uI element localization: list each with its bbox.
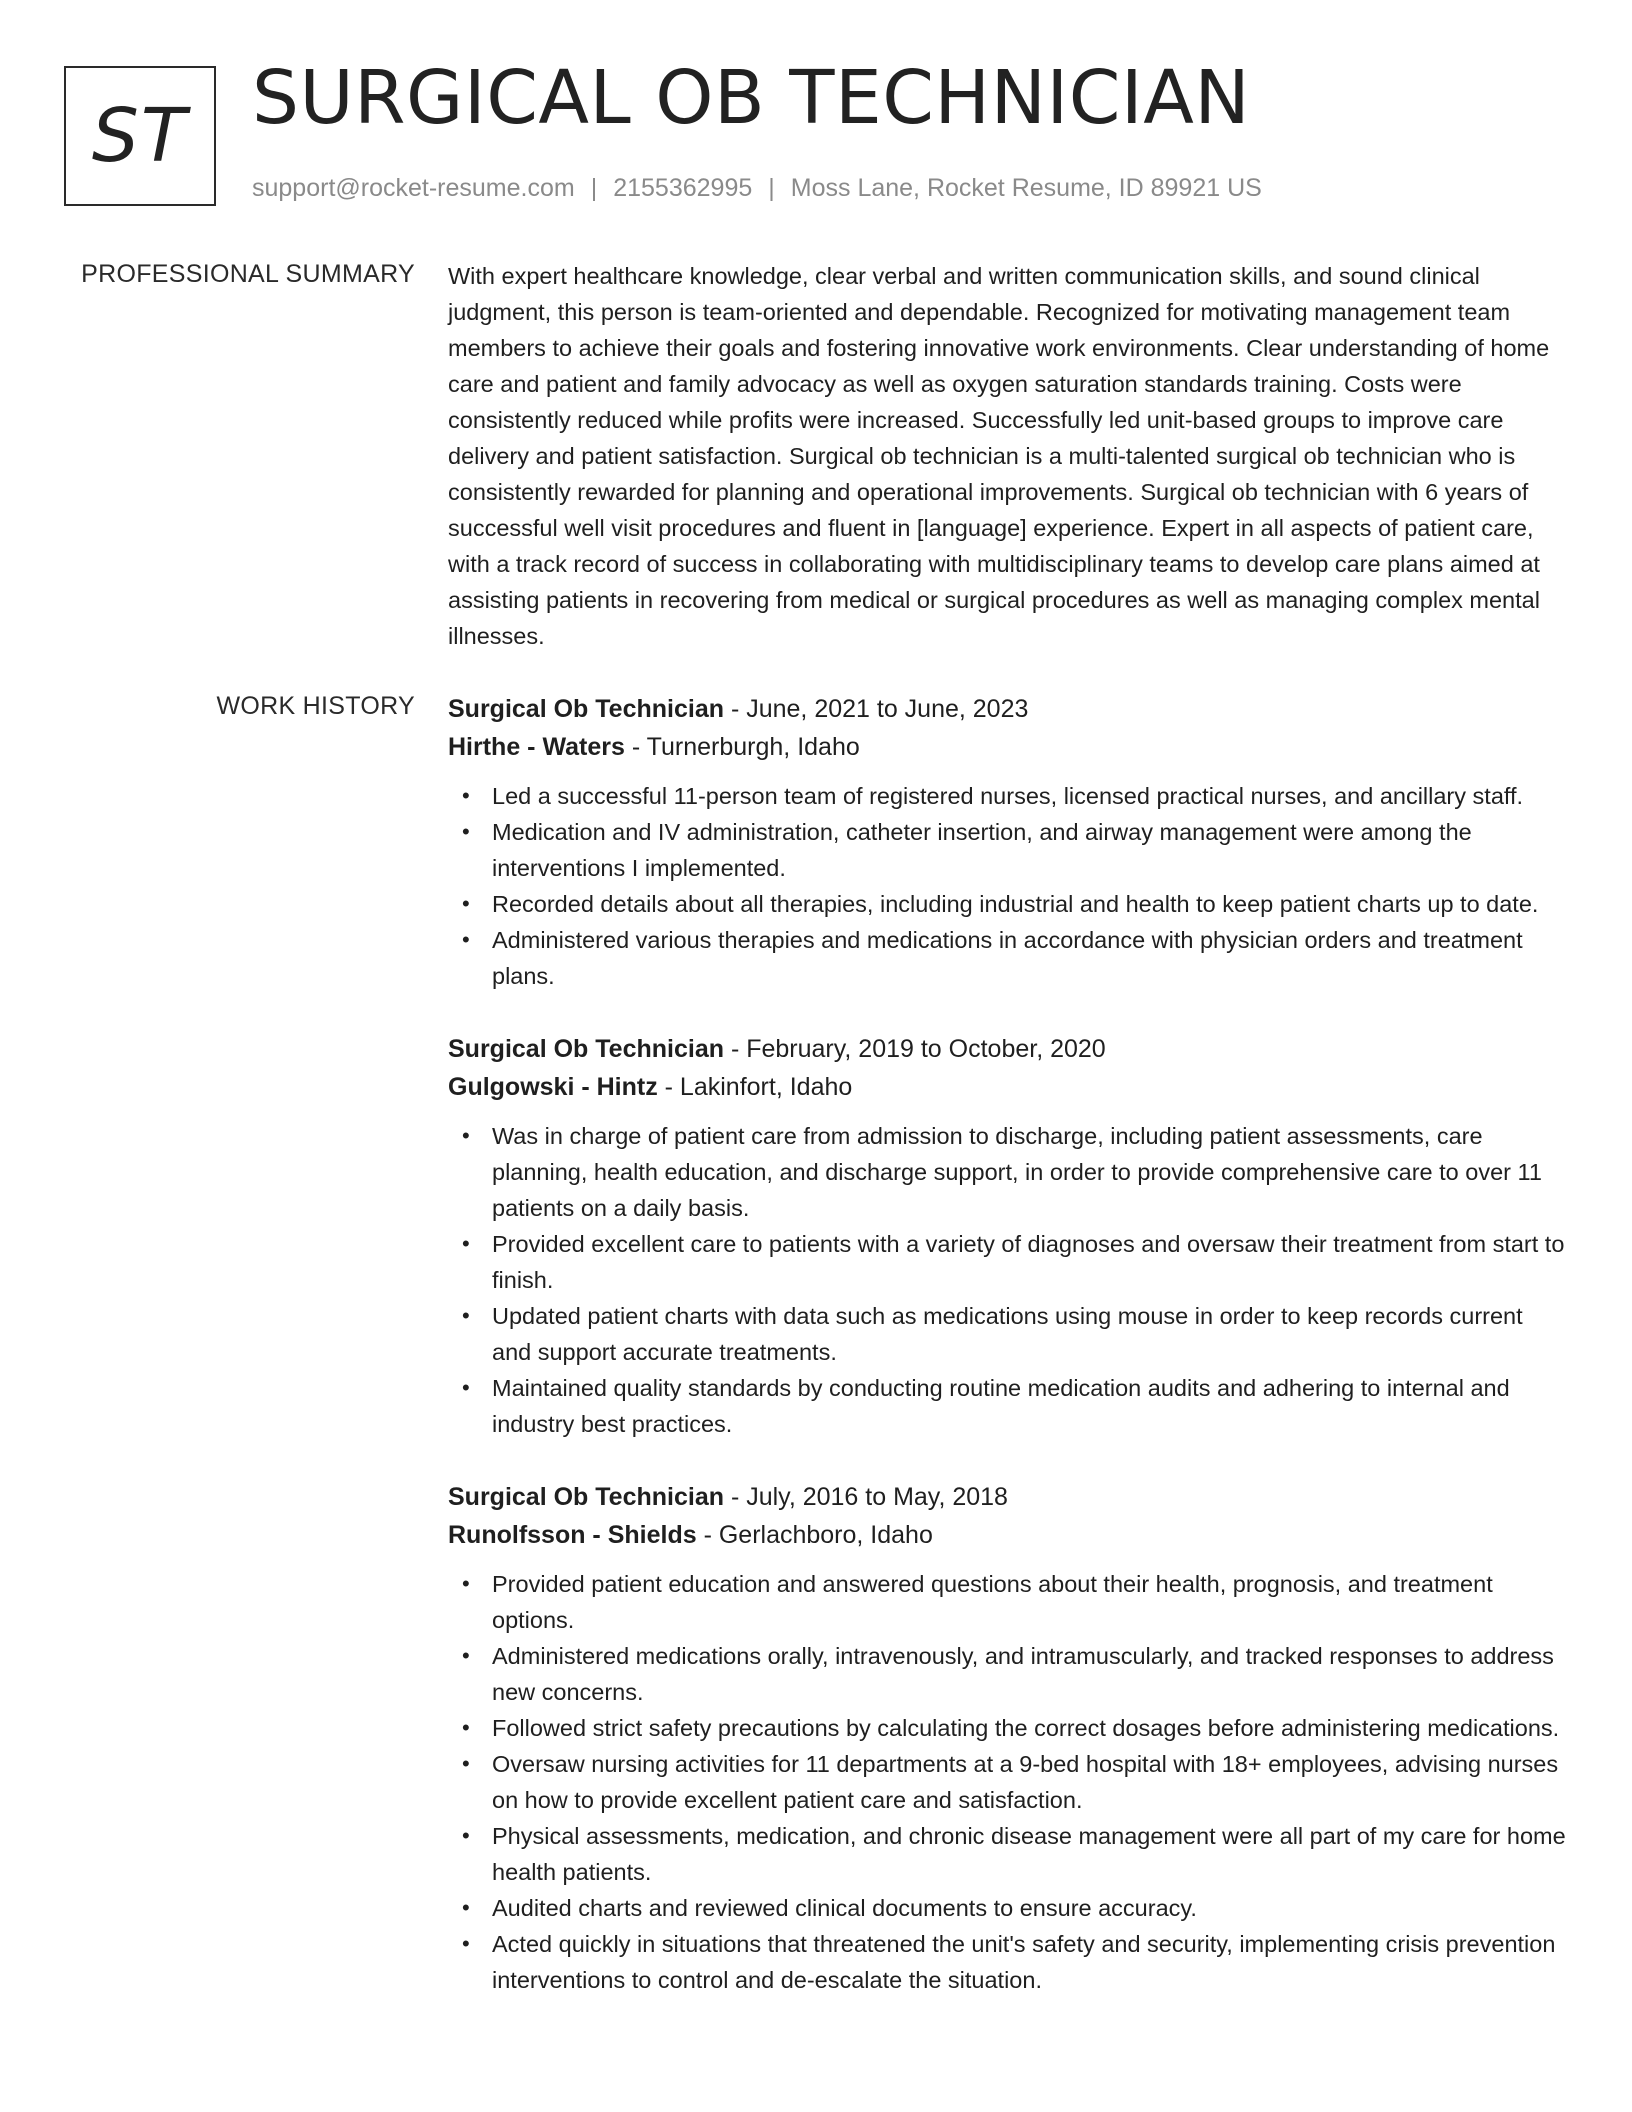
bullet-dot-icon: • <box>462 1571 470 1596</box>
bullet-dot-icon: • <box>462 927 470 952</box>
bullet-dot-icon: • <box>462 1823 470 1848</box>
job-bullet-text: Provided excellent care to patients with a variety of diagnoses and oversaw their treatment from start to finish. <box>492 1231 1565 1293</box>
job-company-line <box>448 1516 1568 1554</box>
bullet-dot-icon: • <box>462 1643 470 1668</box>
job-title: Surgical Ob Technician <box>448 1035 724 1063</box>
bullet-dot-icon: • <box>462 1715 470 1740</box>
job-bullet <box>462 1370 1568 1442</box>
job-dates: - June, 2021 to June, 2023 <box>724 695 1029 723</box>
bullet-dot-icon: • <box>462 1751 470 1776</box>
job-bullet <box>462 1298 1568 1370</box>
bullet-dot-icon: • <box>462 1375 470 1400</box>
job-bullet-text: Audited charts and reviewed clinical documents to ensure accuracy. <box>492 1895 1197 1921</box>
job-bullet <box>462 1890 1568 1926</box>
job-company: Gulgowski - Hintz <box>448 1073 658 1101</box>
job-bullet-text: Led a successful 11-person team of registered nurses, licensed practical nurses, and ancillary staff. <box>492 783 1524 809</box>
section-heading-work: WORK HISTORY <box>216 692 415 720</box>
bullet-dot-icon: • <box>462 783 470 808</box>
job-location: - Turnerburgh, Idaho <box>624 733 860 761</box>
job-dates: - February, 2019 to October, 2020 <box>724 1035 1106 1063</box>
job-bullet <box>462 1710 1568 1746</box>
contact-phone: 2155362995 <box>613 174 753 202</box>
job-bullet <box>462 1818 1568 1890</box>
work-body <box>448 690 1568 2034</box>
job-bullet-text: Updated patient charts with data such as medications using mouse in order to keep records current and support accurate treatments. <box>492 1303 1523 1365</box>
contact-email: support@rocket-resume.com <box>252 174 575 202</box>
job-bullet-text: Recorded details about all therapies, including industrial and health to keep patient charts up to date. <box>492 891 1539 917</box>
job-bullet <box>462 1638 1568 1710</box>
job-bullet <box>462 778 1568 814</box>
job-entry <box>448 1478 1568 1998</box>
job-title-line <box>448 1478 1568 1516</box>
job-company-line <box>448 1068 1568 1106</box>
contact-separator: | <box>590 174 598 202</box>
job-bullet <box>462 1118 1568 1226</box>
job-bullet-text: Oversaw nursing activities for 11 departments at a 9-bed hospital with 18+ employees, advising nurses on how to provide excellent patient care and satisfaction. <box>492 1751 1559 1813</box>
job-bullet-text: Acted quickly in situations that threatened the unit's safety and security, implementing crisis prevention interventions to control and de-escalate the situation. <box>492 1931 1556 1993</box>
job-bullet-list <box>448 1566 1568 1998</box>
job-bullet-text: Administered various therapies and medications in accordance with physician orders and treatment plans. <box>492 927 1523 989</box>
bullet-dot-icon: • <box>462 1303 470 1328</box>
contact-address: Moss Lane, Rocket Resume, ID 89921 US <box>790 174 1262 202</box>
summary-text: With expert healthcare knowledge, clear verbal and written communication skills, and sound clinical judgment, this person is team-oriented and dependable. Recognized for motivating management team members to achieve their goals and fostering innovative work environments. Clear understanding of home care and patient and family advocacy as well as oxygen saturation standards training. Costs were consistently reduced while profits were increased. Successfully led unit-based groups to improve care delivery and patient satisfaction. Surgical ob technician is a multi-talented surgical ob technician who is consistently rewarded for planning and operational improvements. Surgical ob technician with 6 years of successful well visit procedures and fluent in [language] experience. Expert in all aspects of patient care, with a track record of success in collaborating with multidisciplinary teams to develop care plans aimed at assisting patients in recovering from medical or surgical procedures as well as managing complex mental illnesses. <box>448 263 1550 649</box>
job-bullet <box>462 814 1568 886</box>
job-title-line <box>448 690 1568 728</box>
job-entry <box>448 1030 1568 1442</box>
job-bullet-list <box>448 778 1568 994</box>
job-dates: - July, 2016 to May, 2018 <box>724 1483 1008 1511</box>
job-company: Runolfsson - Shields <box>448 1521 697 1549</box>
job-title: Surgical Ob Technician <box>448 695 724 723</box>
summary-body <box>448 258 1568 654</box>
job-bullet-text: Provided patient education and answered questions about their health, prognosis, and treatment options. <box>492 1571 1493 1633</box>
job-bullet-text: Was in charge of patient care from admission to discharge, including patient assessments, care planning, health education, and discharge support, in order to provide comprehensive care to over 11 patients on a daily basis. <box>492 1123 1542 1221</box>
job-bullet <box>462 886 1568 922</box>
contact-line <box>252 174 1262 203</box>
monogram-initials: ST <box>91 93 189 179</box>
job-location: - Gerlachboro, Idaho <box>696 1521 933 1549</box>
job-title: Surgical Ob Technician <box>448 1483 724 1511</box>
job-bullet <box>462 1926 1568 1998</box>
job-company-line <box>448 728 1568 766</box>
job-entry <box>448 690 1568 994</box>
contact-separator: | <box>768 174 775 202</box>
job-bullet-text: Administered medications orally, intravenously, and intramuscularly, and tracked responses to address new concerns. <box>492 1643 1554 1705</box>
job-bullet <box>462 1566 1568 1638</box>
job-bullet <box>462 1746 1568 1818</box>
resume-title: SURGICAL OB TECHNICIAN <box>252 55 1251 141</box>
bullet-dot-icon: • <box>462 1931 470 1956</box>
job-location: - Lakinfort, Idaho <box>657 1073 853 1101</box>
job-bullet <box>462 922 1568 994</box>
job-bullet <box>462 1226 1568 1298</box>
job-company: Hirthe - Waters <box>448 733 625 761</box>
job-bullet-text: Physical assessments, medication, and chronic disease management were all part of my care for home health patients. <box>492 1823 1566 1885</box>
bullet-dot-icon: • <box>462 819 470 844</box>
job-title-line <box>448 1030 1568 1068</box>
section-heading-summary: PROFESSIONAL SUMMARY <box>81 260 415 288</box>
job-bullet-text: Followed strict safety precautions by calculating the correct dosages before administering medications. <box>492 1715 1560 1741</box>
job-bullet-list <box>448 1118 1568 1442</box>
bullet-dot-icon: • <box>462 891 470 916</box>
bullet-dot-icon: • <box>462 1895 470 1920</box>
bullet-dot-icon: • <box>462 1123 470 1148</box>
job-bullet-text: Maintained quality standards by conducting routine medication audits and adhering to internal and industry best practices. <box>492 1375 1510 1437</box>
job-bullet-text: Medication and IV administration, catheter insertion, and airway management were among the interventions I implemented. <box>492 819 1472 881</box>
bullet-dot-icon: • <box>462 1231 470 1256</box>
monogram-box <box>64 66 216 206</box>
